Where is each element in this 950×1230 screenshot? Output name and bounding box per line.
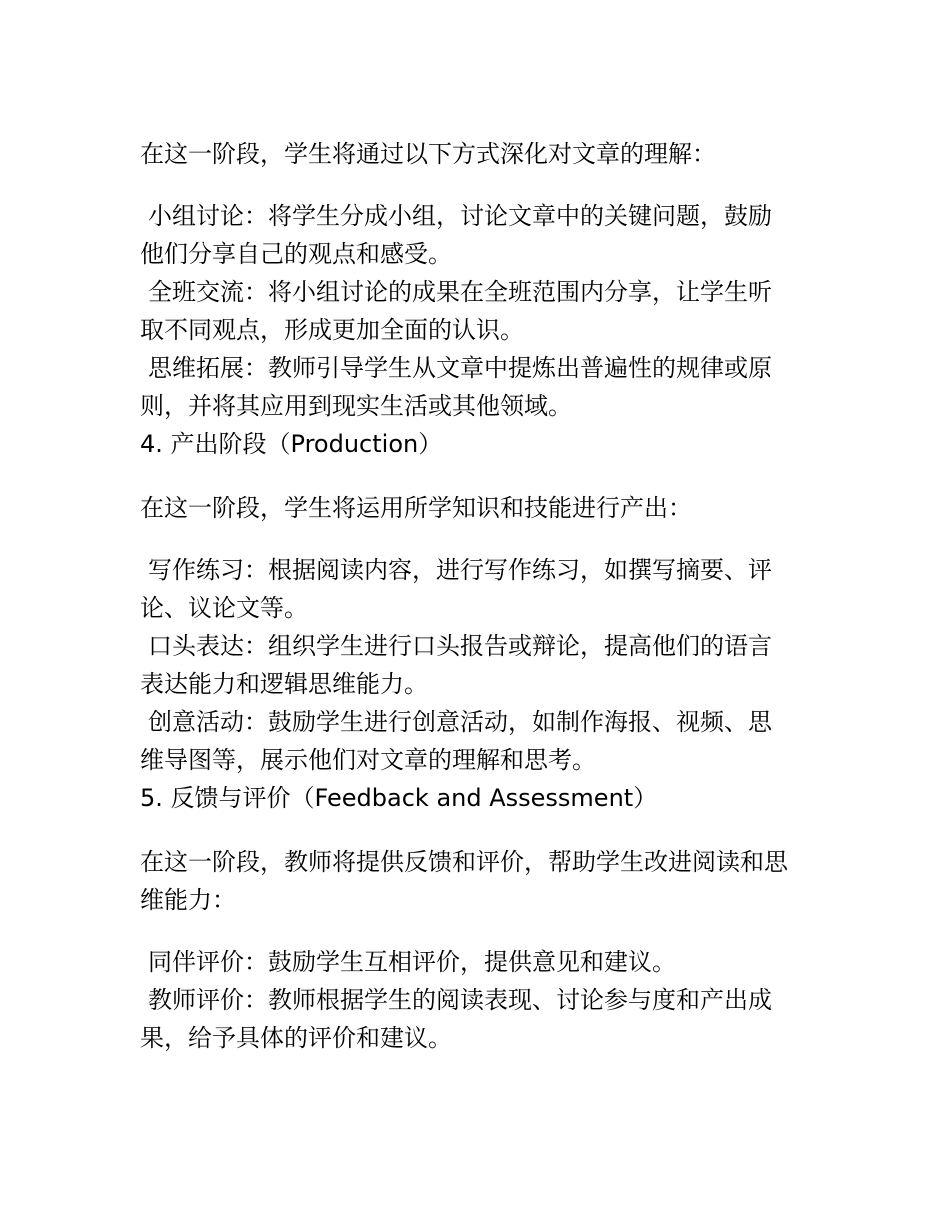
- document-page: [140, 135, 820, 1057]
- list-item-line: 论、议论文等。: [140, 594, 308, 622]
- section-heading: 4. 产出阶段（Production）: [140, 430, 443, 458]
- list-item: [140, 349, 820, 425]
- bullet-list: [140, 197, 820, 425]
- list-item-line: 同伴评价：鼓励学生互相评价，提供意见和建议。: [148, 948, 676, 976]
- list-item: [140, 273, 820, 349]
- list-item-line: 表达能力和逻辑思维能力。: [140, 670, 428, 698]
- bullet-list: [140, 943, 820, 1057]
- bullet-list: [140, 551, 820, 779]
- list-item-line: 他们分享自己的观点和感受。: [140, 240, 452, 268]
- list-item-line: 教师评价：教师根据学生的阅读表现、讨论参与度和产出成: [148, 986, 772, 1014]
- list-item: [140, 627, 820, 703]
- list-item: [140, 981, 820, 1057]
- list-item-line: 则，并将其应用到现实生活或其他领域。: [140, 392, 572, 420]
- list-item-line: 写作练习：根据阅读内容，进行写作练习，如撰写摘要、评: [148, 556, 772, 584]
- section-intro: [140, 843, 820, 919]
- intro-line: 维能力：: [140, 886, 236, 914]
- list-item-line: 创意活动：鼓励学生进行创意活动，如制作海报、视频、思: [148, 708, 772, 736]
- list-item-line: 维导图等，展示他们对文章的理解和思考。: [140, 746, 596, 774]
- section-intro: 在这一阶段，学生将运用所学知识和技能进行产出：: [140, 494, 692, 522]
- list-item-line: 思维拓展：教师引导学生从文章中提炼出普遍性的规律或原: [148, 354, 772, 382]
- list-item-line: 小组讨论：将学生分成小组，讨论文章中的关键问题，鼓励: [148, 202, 772, 230]
- intro-line: 在这一阶段，教师将提供反馈和评价，帮助学生改进阅读和思: [140, 848, 788, 876]
- list-item-line: 口头表达：组织学生进行口头报告或辩论，提高他们的语言: [148, 632, 772, 660]
- list-item: [140, 703, 820, 779]
- list-item: [140, 551, 820, 627]
- list-item: [140, 943, 820, 981]
- list-item-line: 全班交流：将小组讨论的成果在全班范围内分享，让学生听: [148, 278, 772, 306]
- section-heading: 5. 反馈与评价（Feedback and Assessment）: [140, 784, 658, 812]
- list-item-line: 取不同观点，形成更加全面的认识。: [140, 316, 524, 344]
- list-item-line: 果，给予具体的评价和建议。: [140, 1024, 452, 1052]
- section-intro: 在这一阶段，学生将通过以下方式深化对文章的理解：: [140, 140, 716, 168]
- list-item: [140, 197, 820, 273]
